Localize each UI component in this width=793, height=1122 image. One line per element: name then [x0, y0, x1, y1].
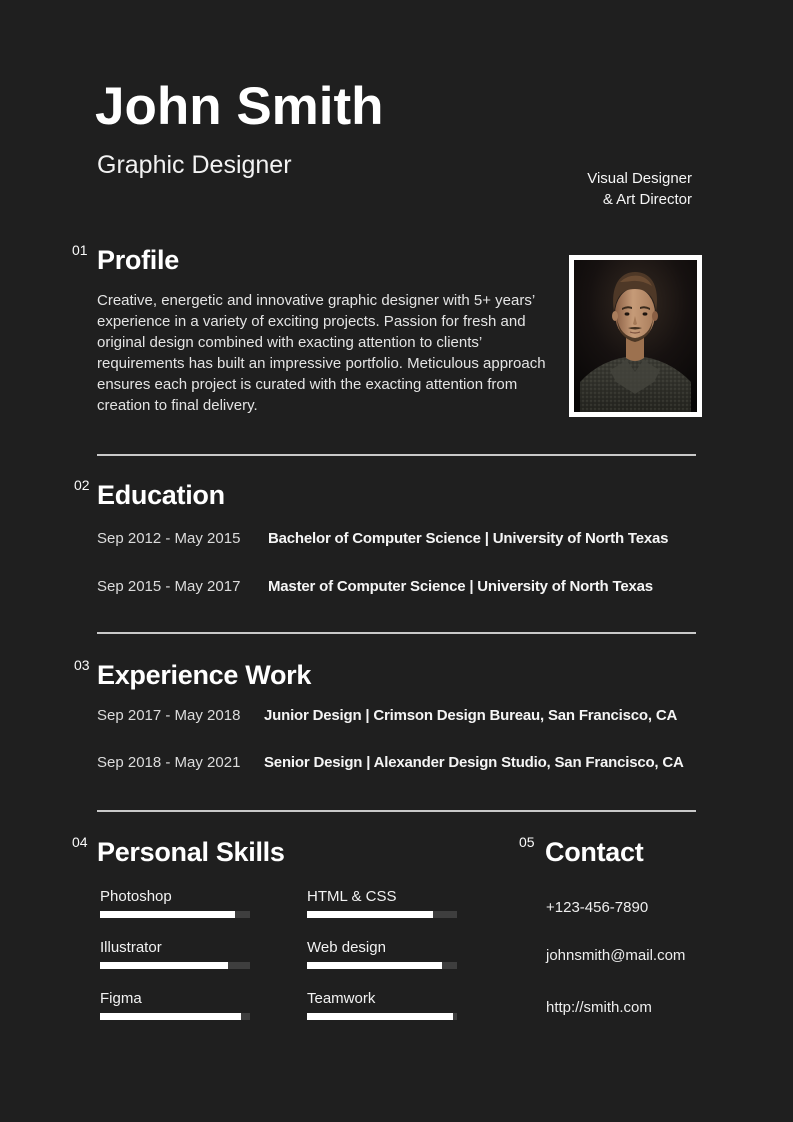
skill-bar-track — [307, 962, 457, 969]
section-title-skills: Personal Skills — [97, 837, 285, 867]
contact-phone[interactable]: +123-456-7890 — [546, 899, 649, 916]
section-divider — [97, 632, 696, 634]
experience-row — [97, 707, 717, 725]
skill-label: Teamwork — [307, 990, 376, 1007]
skill-label: Photoshop — [100, 888, 172, 905]
education-degree: Master of Computer Science | University of North Texas — [268, 578, 653, 595]
section-divider — [97, 810, 696, 812]
skill-item — [307, 990, 457, 1020]
section-number-profile: 01 — [72, 242, 88, 258]
section-title-profile: Profile — [97, 245, 179, 275]
person-role: Graphic Designer — [97, 151, 292, 179]
side-title-line-2: & Art Director — [602, 191, 692, 208]
section-divider — [97, 454, 696, 456]
skill-label: Figma — [100, 990, 142, 1007]
experience-position: Junior Design | Crimson Design Bureau, San Francisco, CA — [264, 707, 678, 724]
skill-item — [100, 990, 250, 1020]
contact-email[interactable]: johnsmith@mail.com — [546, 947, 686, 964]
experience-row — [97, 754, 717, 772]
side-title-line-1: Visual Designer — [587, 170, 692, 187]
skill-bar-fill — [307, 962, 442, 969]
skill-bar-fill — [100, 1013, 241, 1020]
skill-item — [307, 888, 457, 918]
skill-item — [307, 939, 457, 969]
side-title — [587, 168, 692, 210]
portrait-photo — [569, 255, 702, 417]
skill-bar-track — [100, 911, 250, 918]
education-row — [97, 578, 717, 596]
section-number-contact: 05 — [519, 834, 535, 850]
skill-label: Web design — [307, 939, 386, 956]
skill-bar-track — [307, 1013, 457, 1020]
section-number-experience: 03 — [74, 657, 90, 673]
section-title-experience: Experience Work — [97, 660, 312, 690]
section-title-contact: Contact — [545, 837, 644, 867]
person-name: John Smith — [95, 77, 384, 136]
skill-bar-track — [100, 1013, 250, 1020]
skill-bar-track — [307, 911, 457, 918]
section-number-skills: 04 — [72, 834, 88, 850]
skill-label: HTML & CSS — [307, 888, 397, 905]
experience-dates: Sep 2018 - May 2021 — [97, 754, 241, 771]
skill-item — [100, 888, 250, 918]
profile-summary-text: Creative, energetic and innovative graphic designer with 5+ years’ experience in a variety of exciting projects. Passion for fresh and original design combined with exacting attention to clients’ requirements has built an impressive portfolio. Meticulous approach ensures each project is curated with the exacting attention from creation to final delivery. — [97, 292, 546, 414]
skill-bar-fill — [100, 911, 235, 918]
contact-website[interactable]: http://smith.com — [546, 999, 652, 1016]
section-number-education: 02 — [74, 477, 90, 493]
education-degree: Bachelor of Computer Science | University of North Texas — [268, 530, 669, 547]
education-dates: Sep 2012 - May 2015 — [97, 530, 241, 547]
experience-dates: Sep 2017 - May 2018 — [97, 707, 241, 724]
skill-item — [100, 939, 250, 969]
education-dates: Sep 2015 - May 2017 — [97, 578, 241, 595]
skill-label: Illustrator — [100, 939, 162, 956]
skill-bar-fill — [307, 911, 433, 918]
section-title-education: Education — [97, 480, 225, 510]
portrait-photo-image — [574, 260, 697, 412]
experience-position: Senior Design | Alexander Design Studio, San Francisco, CA — [264, 754, 684, 771]
skill-bar-fill — [100, 962, 228, 969]
skill-bar-track — [100, 962, 250, 969]
education-row — [97, 530, 717, 548]
skill-bar-fill — [307, 1013, 453, 1020]
